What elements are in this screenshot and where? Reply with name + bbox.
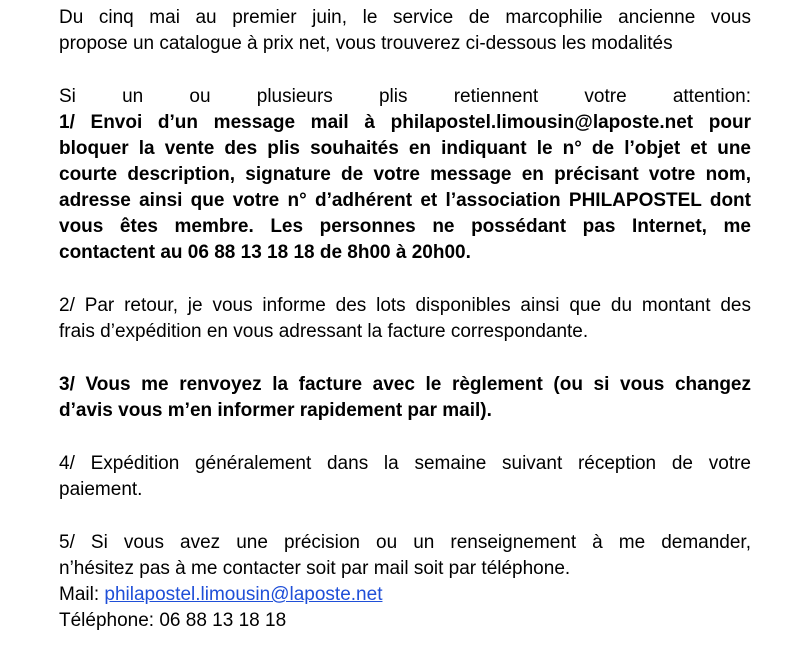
text-line: 5/ Si vous avez une précision ou un renseignement à me demander,	[59, 532, 751, 553]
text-line: 4/ Expédition généralement dans la semaine suivant réception de votre	[59, 453, 751, 474]
text-line: courte description, signature de votre message en précisant votre nom,	[59, 164, 751, 185]
mail-link[interactable]: philapostel.limousin@laposte.net	[104, 584, 383, 605]
paragraph-gap	[59, 424, 751, 451]
text-line: d’avis vous m’en informer rapidement par mail).	[59, 400, 492, 421]
step-4-paragraph	[59, 451, 751, 503]
text-line: propose un catalogue à prix net, vous trouverez ci-dessous les modalités	[59, 33, 673, 54]
mail-label: Mail:	[59, 584, 105, 605]
text-line: paiement.	[59, 479, 143, 500]
text-line: 1/ Envoi d’un message mail à philapostel.limousin@laposte.net pour	[59, 112, 751, 133]
step-5-paragraph	[59, 530, 751, 634]
text-line: adresse ainsi que votre n° d’adhérent et l’association PHILAPOSTEL dont	[59, 190, 751, 211]
intro-paragraph	[59, 5, 751, 57]
text-line: 2/ Par retour, je vous informe des lots disponibles ainsi que du montant des	[59, 295, 751, 316]
step-1-paragraph	[59, 110, 751, 266]
lead-paragraph	[59, 84, 751, 110]
text-line: vous êtes membre. Les personnes ne possédant pas Internet, me	[59, 216, 751, 237]
step-2-paragraph	[59, 293, 751, 345]
text-line: bloquer la vente des plis souhaités en indiquant le n° de l’objet et une	[59, 138, 751, 159]
text-line: Si un ou plusieurs plis retiennent votre attention:	[59, 86, 751, 107]
text-line: n’hésitez pas à me contacter soit par mail soit par téléphone.	[59, 558, 571, 579]
text-line: contactent au 06 88 13 18 18 de 8h00 à 20h00.	[59, 242, 471, 263]
text-line: Du cinq mai au premier juin, le service de marcophilie ancienne vous	[59, 7, 751, 28]
paragraph-gap	[59, 503, 751, 530]
text-line: 3/ Vous me renvoyez la facture avec le règlement (ou si vous changez	[59, 374, 751, 395]
paragraph-gap	[59, 345, 751, 372]
paragraph-gap	[59, 57, 751, 84]
document-body	[59, 0, 751, 634]
text-line: frais d’expédition en vous adressant la facture correspondante.	[59, 321, 589, 342]
phone-line: Téléphone: 06 88 13 18 18	[59, 610, 287, 631]
paragraph-gap	[59, 266, 751, 293]
step-3-paragraph	[59, 372, 751, 424]
mail-line	[59, 582, 751, 608]
